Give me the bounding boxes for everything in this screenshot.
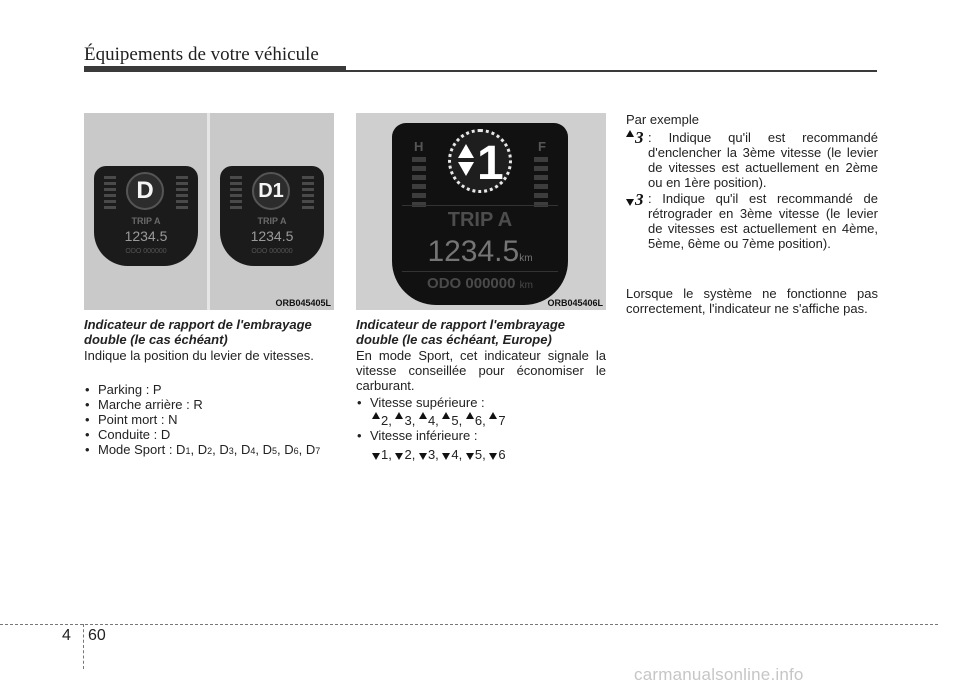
figure-divider [207, 113, 210, 310]
temp-gauge-bars [230, 176, 242, 210]
shift-up-arrow-icon [395, 412, 403, 419]
trip-label: TRIP A [447, 209, 513, 231]
cluster-display-d [94, 166, 198, 266]
downshift-gear: 1 [381, 447, 389, 462]
odometer: ODO 000000 [251, 248, 293, 255]
example-gear: 3 [635, 128, 644, 147]
list-item: • Point mort : N [84, 412, 344, 427]
shift-gear-number: 1 [477, 137, 504, 190]
upshift-gear: 4 [427, 413, 436, 428]
trip-label: TRIP A [131, 216, 161, 226]
shift-up-arrow-icon [458, 144, 474, 158]
odometer-unit: km [519, 280, 533, 291]
temp-hot-label: H [414, 139, 424, 154]
chapter-number: 4 [62, 627, 71, 644]
trip-distance [392, 235, 568, 269]
shift-down-arrow-icon [466, 453, 474, 460]
odometer-value: ODO 000000 [427, 275, 516, 292]
gear-indicator: D [126, 172, 164, 210]
downshift-gear: 6 [498, 447, 506, 462]
example-upshift-text: : Indique qu'il est recommandé d'enclencher la 3ème vitesse (le levier de vitesses est actuellement en 2ème ou en 1ère position). [648, 130, 878, 190]
shift-up-arrow-icon [442, 412, 450, 419]
footer-divider [83, 624, 84, 669]
figure-code: ORB045405L [275, 298, 331, 308]
trip-distance-value: 1234.5 [427, 235, 520, 268]
shift-down-arrow-icon [458, 162, 474, 176]
sport-gear: D2 [197, 442, 213, 457]
shift-up-arrow-icon [466, 412, 474, 419]
distance-unit: km [519, 253, 533, 264]
watermark: carmanualsonline.info [634, 665, 804, 684]
list-item-downshift [356, 428, 606, 462]
upshift-label: Vitesse supérieure : [370, 395, 485, 410]
figure-dual-clutch-indicator [84, 113, 334, 310]
fuel-gauge-bars [302, 176, 314, 210]
upshift-gear: 7 [498, 413, 506, 428]
sport-gear: D3 [219, 442, 234, 457]
sport-gear: D1 [176, 442, 191, 457]
example-downshift-text: : Indique qu'il est recommandé de rétrograder en 3ème vitesse (le levier de vitesses est actuellement en 4ème, 5ème, 6ème ou 7ème position). [648, 191, 878, 251]
downshift-gear: 5 [474, 447, 483, 462]
downshift-label: Vitesse inférieure : [370, 428, 478, 443]
caption-dual-clutch-indicator: Indicateur de rapport de l'embrayage double (le cas échéant) [84, 317, 312, 347]
shift-suggestion-list [356, 395, 606, 462]
shift-down-arrow-icon [395, 453, 403, 460]
sport-gear: D5 [262, 442, 278, 457]
shift-down-arrow-icon [626, 199, 634, 206]
gear-indicator: D1 [252, 172, 290, 210]
list-item: • Marche arrière : R [84, 397, 344, 412]
example-gear: 3 [635, 190, 644, 209]
shift-down-arrow-icon [442, 453, 450, 460]
trip-label: TRIP A [257, 216, 287, 226]
downshift-gears: 1, 2, 3, 4, 5, 6 [370, 447, 606, 462]
temp-gauge-bars [104, 176, 116, 210]
sport-gear: D4 [240, 442, 256, 457]
sport-mode-label: Mode Sport : [98, 442, 177, 457]
downshift-gear: 3 [427, 447, 436, 462]
shift-up-arrow-icon [372, 412, 380, 419]
caption-dual-clutch-indicator-europe: Indicateur de rapport l'embrayage double (le cas échéant, Europe) [356, 317, 565, 347]
cluster-display-d1 [220, 166, 324, 266]
col1-intro: Indique la position du levier de vitesses. [84, 348, 314, 363]
col2-intro: En mode Sport, cet indicateur signale la vitesse conseillée pour économiser le carburant. [356, 348, 606, 393]
shift-down-arrow-icon [372, 453, 380, 460]
display-divider [402, 271, 558, 272]
shift-down-arrow-icon [489, 453, 497, 460]
odometer [392, 275, 568, 292]
list-item-sport-mode: • Mode Sport : D1, D2, D3, D4, D5, D6, D7 [84, 442, 344, 459]
fuel-gauge-bars [176, 176, 188, 210]
shift-indicator [448, 129, 512, 193]
fuel-gauge-bars [534, 157, 548, 209]
trip-distance: 1234.5 [124, 228, 168, 244]
display-divider [402, 205, 558, 206]
footer-rule [0, 624, 938, 625]
fuel-full-label: F [538, 139, 546, 154]
list-item: • Conduite : D [84, 427, 344, 442]
list-item-upshift [356, 395, 606, 428]
trip-distance: 1234.5 [250, 228, 294, 244]
shift-up-arrow-icon [419, 412, 427, 419]
shift-down-arrow-icon [419, 453, 427, 460]
upshift-gear: 5 [451, 413, 459, 428]
upshift-gears: 2, 3, 4, 5, 6, 7 [370, 412, 606, 428]
downshift-gear: 4 [451, 447, 459, 462]
page-header-title: Équipements de votre véhicule [84, 44, 319, 65]
cluster-display-shift-indicator [392, 123, 568, 305]
example-label: Par exemple [626, 112, 699, 127]
temp-gauge-bars [412, 157, 426, 209]
sport-gear: D6 [284, 442, 299, 457]
gear-position-list [84, 382, 344, 459]
malfunction-note: Lorsque le système ne fonctionne pas correctement, l'indicateur ne s'affiche pas. [626, 286, 878, 316]
page-number: 60 [88, 627, 106, 644]
upshift-gear: 2 [381, 413, 389, 428]
shift-up-arrow-icon [626, 130, 634, 137]
figure-code: ORB045406L [547, 298, 603, 308]
header-rule [84, 70, 877, 72]
upshift-gear: 6 [474, 413, 483, 428]
upshift-gear: 3 [404, 413, 412, 428]
shift-up-arrow-icon [489, 412, 497, 419]
downshift-gear: 2 [404, 447, 412, 462]
figure-dual-clutch-indicator-europe [356, 113, 606, 310]
sport-gear: D7 [305, 442, 321, 457]
list-item: • Parking : P [84, 382, 344, 397]
odometer: ODO 000000 [125, 248, 167, 255]
